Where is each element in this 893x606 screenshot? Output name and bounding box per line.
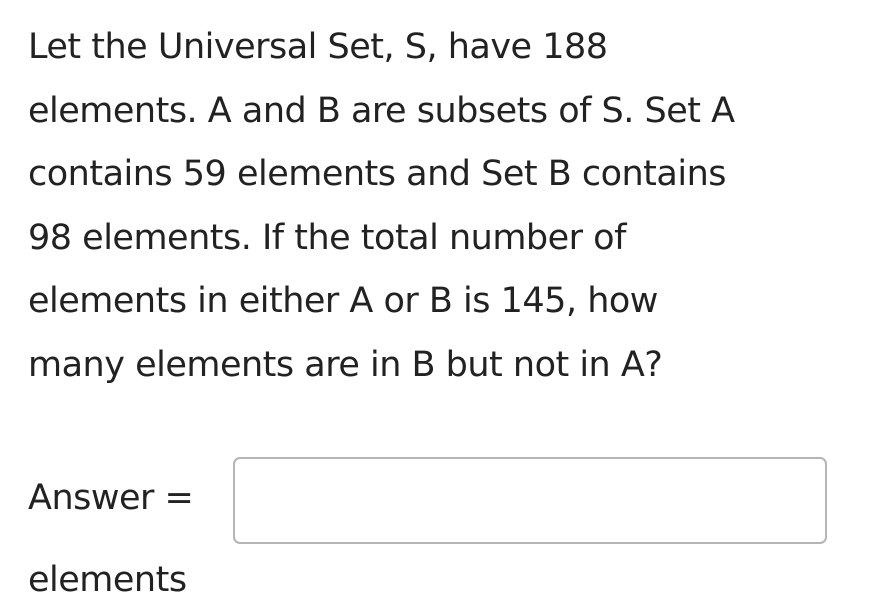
answer-input[interactable] xyxy=(233,457,827,544)
question-text xyxy=(28,16,888,397)
question-line: Let the Universal Set, S, have 188 xyxy=(28,27,608,67)
unit-label: elements xyxy=(28,560,187,600)
question-line: contains 59 elements and Set B contains xyxy=(28,154,726,194)
question-line: many elements are in B but not in A? xyxy=(28,344,663,385)
question-line: 98 elements. If the total number of xyxy=(28,217,626,258)
question-line: elements. A and B are subsets of S. Set A xyxy=(28,90,735,131)
question-line: elements in either A or B is 145, how xyxy=(28,281,658,321)
answer-label: Answer = xyxy=(28,478,194,518)
